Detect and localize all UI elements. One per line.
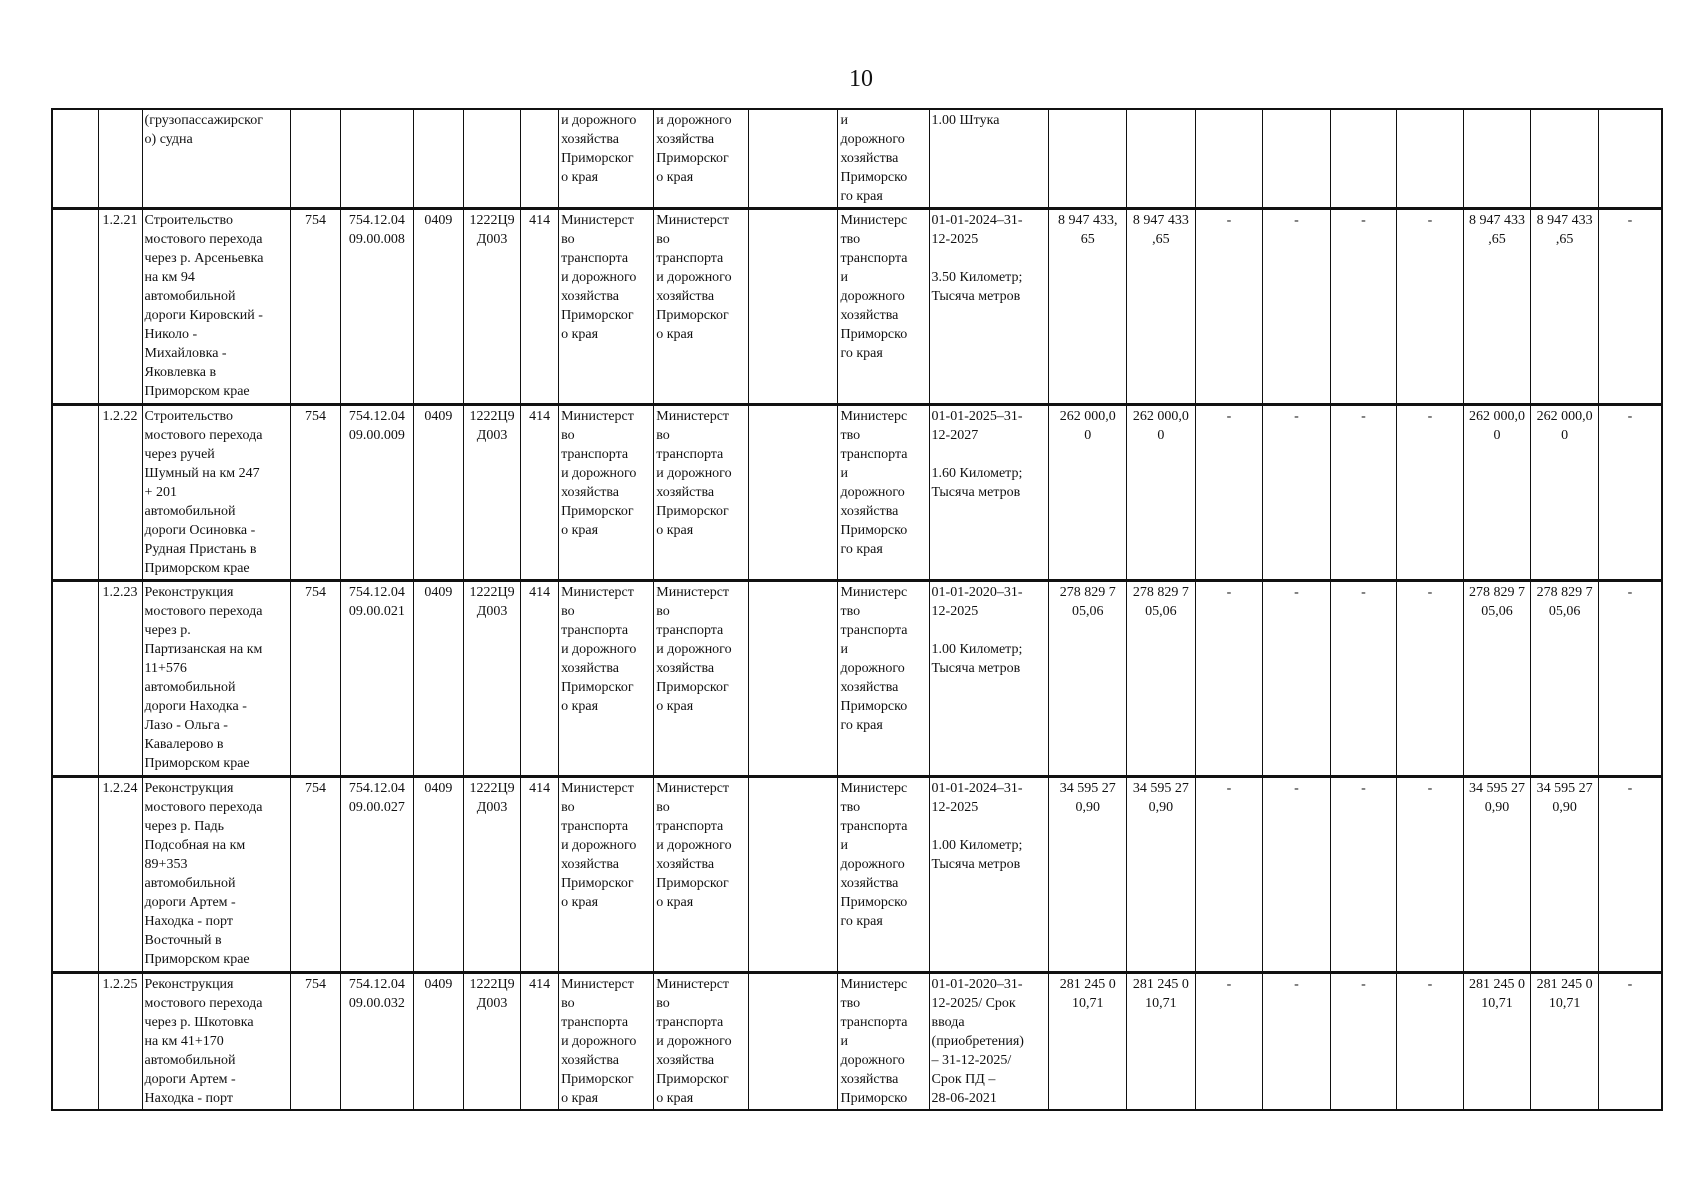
value-3: - — [1195, 581, 1263, 777]
target-article: 1222Ц9 Д003 — [463, 973, 520, 1111]
row-number: 1.2.25 — [98, 973, 142, 1111]
value-1 — [1049, 109, 1127, 209]
object-name: Строительство мостового перехода через ручей Шумный на км 247 + 201 автомобильной дороги Осиновка - Рудная Пристань в Приморском крае — [142, 405, 290, 581]
value-9: - — [1598, 973, 1662, 1111]
object-name: Реконструкция мостового перехода через р. Партизанская на км 11+576 автомобильной дороги Находка - Лазо - Ольга - Кавалерово в Приморском крае — [142, 581, 290, 777]
value-9: - — [1598, 405, 1662, 581]
object-code: 754.12.04 09.00.008 — [341, 209, 414, 405]
value-5: - — [1330, 581, 1397, 777]
value-2: 262 000,0 0 — [1127, 405, 1196, 581]
value-8: 34 595 27 0,90 — [1531, 777, 1599, 973]
period-capacity: 1.00 Штука — [929, 109, 1049, 209]
value-7: 262 000,0 0 — [1463, 405, 1531, 581]
object-code: 754.12.04 09.00.009 — [341, 405, 414, 581]
table-row — [52, 405, 1662, 581]
value-2: 281 245 0 10,71 — [1127, 973, 1196, 1111]
object-code: 754.12.04 09.00.027 — [341, 777, 414, 973]
object-code — [341, 109, 414, 209]
page-number: 10 — [849, 66, 873, 92]
value-1: 8 947 433, 65 — [1049, 209, 1127, 405]
owner: Министерс тво транспорта и дорожного хозяйства Приморско го края — [838, 777, 929, 973]
value-2: 8 947 433 ,65 — [1127, 209, 1196, 405]
table-row — [52, 581, 1662, 777]
value-6: - — [1397, 209, 1464, 405]
row-number: 1.2.23 — [98, 581, 142, 777]
expense-type: 414 — [521, 581, 559, 777]
empty-column — [749, 405, 838, 581]
period-capacity: 01-01-2024–31- 12-2025 1.00 Километр; Тысяча метров — [929, 777, 1049, 973]
object-code: 754.12.04 09.00.032 — [341, 973, 414, 1111]
value-1: 278 829 7 05,06 — [1049, 581, 1127, 777]
value-6: - — [1397, 581, 1464, 777]
customer-1: и дорожного хозяйства Приморског о края — [559, 109, 654, 209]
blank-cell — [52, 109, 98, 209]
value-5: - — [1330, 777, 1397, 973]
value-3: - — [1195, 973, 1263, 1111]
object-code: 754.12.04 09.00.021 — [341, 581, 414, 777]
empty-column — [749, 209, 838, 405]
value-7 — [1463, 109, 1531, 209]
expense-type: 414 — [521, 777, 559, 973]
table-row — [52, 777, 1662, 973]
value-7: 278 829 7 05,06 — [1463, 581, 1531, 777]
value-8: 281 245 0 10,71 — [1531, 973, 1599, 1111]
blank-cell — [52, 973, 98, 1111]
value-1: 262 000,0 0 — [1049, 405, 1127, 581]
value-5: - — [1330, 405, 1397, 581]
value-3: - — [1195, 777, 1263, 973]
target-article: 1222Ц9 Д003 — [463, 405, 520, 581]
value-5: - — [1330, 973, 1397, 1111]
grbs-code: 754 — [290, 209, 340, 405]
value-1: 34 595 27 0,90 — [1049, 777, 1127, 973]
table-row — [52, 109, 1662, 209]
period-capacity: 01-01-2020–31- 12-2025/ Срок ввода (приобретения) – 31-12-2025/ Срок ПД – 28-06-2021 — [929, 973, 1049, 1111]
value-9 — [1598, 109, 1662, 209]
value-6: - — [1397, 777, 1464, 973]
section-code: 0409 — [413, 209, 463, 405]
customer-1: Министерст во транспорта и дорожного хозяйства Приморског о края — [559, 581, 654, 777]
value-9: - — [1598, 209, 1662, 405]
object-name: Реконструкция мостового перехода через р. Падь Подсобная на км 89+353 автомобильной дороги Артем - Находка - порт Восточный в Приморском крае — [142, 777, 290, 973]
empty-column — [749, 109, 838, 209]
customer-2: Министерст во транспорта и дорожного хозяйства Приморског о края — [654, 777, 749, 973]
value-4 — [1263, 109, 1331, 209]
customer-2: Министерст во транспорта и дорожного хозяйства Приморског о края — [654, 973, 749, 1111]
target-article: 1222Ц9 Д003 — [463, 581, 520, 777]
row-number: 1.2.22 — [98, 405, 142, 581]
value-4: - — [1263, 581, 1331, 777]
customer-2: и дорожного хозяйства Приморског о края — [654, 109, 749, 209]
value-2: 278 829 7 05,06 — [1127, 581, 1196, 777]
table-row — [52, 209, 1662, 405]
customer-2: Министерст во транспорта и дорожного хозяйства Приморског о края — [654, 581, 749, 777]
budget-table — [51, 108, 1663, 1111]
value-3: - — [1195, 209, 1263, 405]
row-number — [98, 109, 142, 209]
blank-cell — [52, 405, 98, 581]
section-code: 0409 — [413, 581, 463, 777]
value-7: 34 595 27 0,90 — [1463, 777, 1531, 973]
customer-1: Министерст во транспорта и дорожного хозяйства Приморског о края — [559, 209, 654, 405]
grbs-code: 754 — [290, 405, 340, 581]
section-code: 0409 — [413, 405, 463, 581]
grbs-code: 754 — [290, 777, 340, 973]
target-article: 1222Ц9 Д003 — [463, 777, 520, 973]
empty-column — [749, 973, 838, 1111]
row-number: 1.2.21 — [98, 209, 142, 405]
grbs-code — [290, 109, 340, 209]
customer-2: Министерст во транспорта и дорожного хозяйства Приморског о края — [654, 209, 749, 405]
period-capacity: 01-01-2024–31- 12-2025 3.50 Километр; Тысяча метров — [929, 209, 1049, 405]
blank-cell — [52, 777, 98, 973]
value-2: 34 595 27 0,90 — [1127, 777, 1196, 973]
target-article: 1222Ц9 Д003 — [463, 209, 520, 405]
value-4: - — [1263, 777, 1331, 973]
value-8: 262 000,0 0 — [1531, 405, 1599, 581]
owner: Министерс тво транспорта и дорожного хозяйства Приморско — [838, 973, 929, 1111]
section-code: 0409 — [413, 777, 463, 973]
object-name: Реконструкция мостового перехода через р. Шкотовка на км 41+170 автомобильной дороги Артем - Находка - порт — [142, 973, 290, 1111]
expense-type: 414 — [521, 973, 559, 1111]
value-7: 8 947 433 ,65 — [1463, 209, 1531, 405]
customer-2: Министерст во транспорта и дорожного хозяйства Приморског о края — [654, 405, 749, 581]
expense-type: 414 — [521, 209, 559, 405]
customer-1: Министерст во транспорта и дорожного хозяйства Приморског о края — [559, 405, 654, 581]
value-9: - — [1598, 581, 1662, 777]
value-8: 278 829 7 05,06 — [1531, 581, 1599, 777]
value-8: 8 947 433 ,65 — [1531, 209, 1599, 405]
value-9: - — [1598, 777, 1662, 973]
value-7: 281 245 0 10,71 — [1463, 973, 1531, 1111]
expense-type — [521, 109, 559, 209]
empty-column — [749, 777, 838, 973]
expense-type: 414 — [521, 405, 559, 581]
period-capacity: 01-01-2025–31- 12-2027 1.60 Километр; Тысяча метров — [929, 405, 1049, 581]
value-1: 281 245 0 10,71 — [1049, 973, 1127, 1111]
value-6: - — [1397, 405, 1464, 581]
grbs-code: 754 — [290, 581, 340, 777]
value-5 — [1330, 109, 1397, 209]
owner: Министерс тво транспорта и дорожного хозяйства Приморско го края — [838, 581, 929, 777]
object-name: (грузопассажирског о) судна — [142, 109, 290, 209]
value-4: - — [1263, 405, 1331, 581]
owner: Министерс тво транспорта и дорожного хозяйства Приморско го края — [838, 405, 929, 581]
grbs-code: 754 — [290, 973, 340, 1111]
customer-1: Министерст во транспорта и дорожного хозяйства Приморског о края — [559, 973, 654, 1111]
object-name: Строительство мостового перехода через р. Арсеньевка на км 94 автомобильной дороги Кировский - Николо - Михайловка - Яковлевка в Приморском крае — [142, 209, 290, 405]
value-6 — [1397, 109, 1464, 209]
value-4: - — [1263, 209, 1331, 405]
empty-column — [749, 581, 838, 777]
row-number: 1.2.24 — [98, 777, 142, 973]
blank-cell — [52, 581, 98, 777]
target-article — [463, 109, 520, 209]
value-4: - — [1263, 973, 1331, 1111]
customer-1: Министерст во транспорта и дорожного хозяйства Приморског о края — [559, 777, 654, 973]
value-3: - — [1195, 405, 1263, 581]
owner: и дорожного хозяйства Приморско го края — [838, 109, 929, 209]
section-code — [413, 109, 463, 209]
value-8 — [1531, 109, 1599, 209]
owner: Министерс тво транспорта и дорожного хозяйства Приморско го края — [838, 209, 929, 405]
value-6: - — [1397, 973, 1464, 1111]
value-5: - — [1330, 209, 1397, 405]
section-code: 0409 — [413, 973, 463, 1111]
value-2 — [1127, 109, 1196, 209]
value-3 — [1195, 109, 1263, 209]
blank-cell — [52, 209, 98, 405]
table-row — [52, 973, 1662, 1111]
period-capacity: 01-01-2020–31- 12-2025 1.00 Километр; Тысяча метров — [929, 581, 1049, 777]
